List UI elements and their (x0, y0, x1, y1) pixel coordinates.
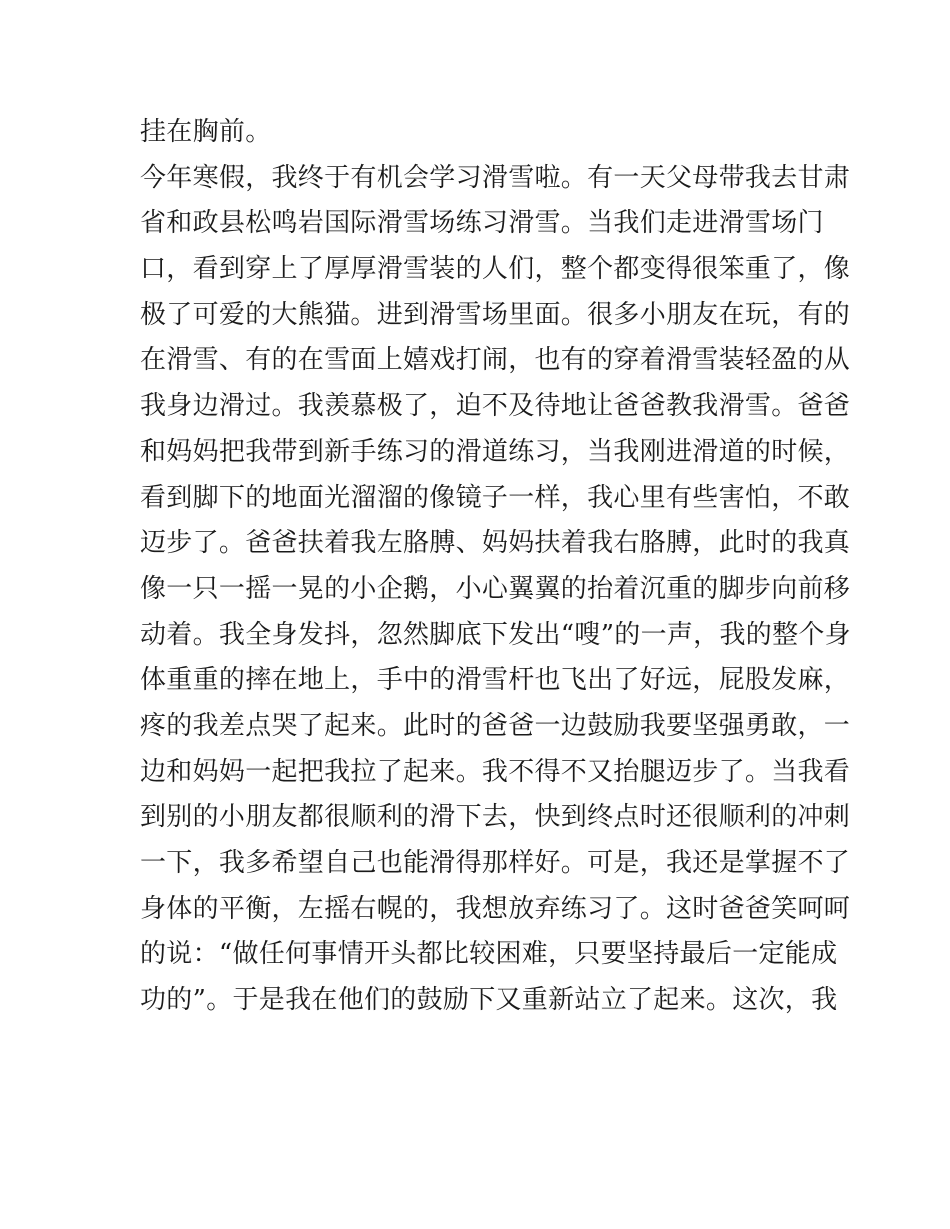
text-line: 体重重的摔在地上，手中的滑雪杆也飞出了好远，屁股发麻， (140, 665, 851, 696)
text-line: 和妈妈把我带到新手练习的滑道练习，当我刚进滑道的时候， (140, 436, 851, 467)
text-line: 边和妈妈一起把我拉了起来。我不得不又抬腿迈步了。当我看 (140, 756, 851, 787)
text-line: 的说：“做任何事情开头都比较困难，只要坚持最后一定能成 (140, 939, 838, 970)
text-line: 一下，我多希望自己也能滑得那样好。可是，我还是掌握不了 (140, 848, 851, 878)
text-line: 省和政县松鸣岩国际滑雪场练习滑雪。当我们走进滑雪场门 (140, 208, 824, 239)
text-line: 身体的平衡，左摇右幌的，我想放弃练习了。这时爸爸笑呵呵 (140, 893, 851, 924)
text-line: 看到脚下的地面光溜溜的像镜子一样，我心里有些害怕，不敢 (140, 482, 851, 513)
text-line: 口，看到穿上了厚厚滑雪装的人们，整个都变得很笨重了，像 (140, 254, 851, 285)
text-line: 我身边滑过。我羡慕极了，迫不及待地让爸爸教我滑雪。爸爸 (140, 391, 851, 422)
text-line: 挂在胸前。 (140, 117, 272, 147)
text-line: 疼的我差点哭了起来。此时的爸爸一边鼓励我要坚强勇敢，一 (140, 710, 851, 741)
text-line: 迈步了。爸爸扶着我左胳膊、妈妈扶着我右胳膊，此时的我真 (140, 528, 851, 559)
text-line: 像一只一摇一晃的小企鹅，小心翼翼的抬着沉重的脚步向前移 (140, 573, 851, 604)
text-line: 功的”。于是我在他们的鼓励下又重新站立了起来。这次，我 (140, 985, 838, 1016)
body-text (140, 110, 851, 1024)
text-line: 极了可爱的大熊猫。进到滑雪场里面。很多小朋友在玩，有的 (140, 299, 851, 330)
text-line: 在滑雪、有的在雪面上嬉戏打闹，也有的穿着滑雪装轻盈的从 (140, 345, 851, 376)
text-line: 动着。我全身发抖，忽然脚底下发出“嗖”的一声，我的整个身 (140, 619, 851, 650)
text-line: 今年寒假，我终于有机会学习滑雪啦。有一天父母带我去甘肃 (140, 162, 851, 193)
text-line: 到别的小朋友都很顺利的滑下去，快到终点时还很顺利的冲刺 (140, 802, 851, 833)
